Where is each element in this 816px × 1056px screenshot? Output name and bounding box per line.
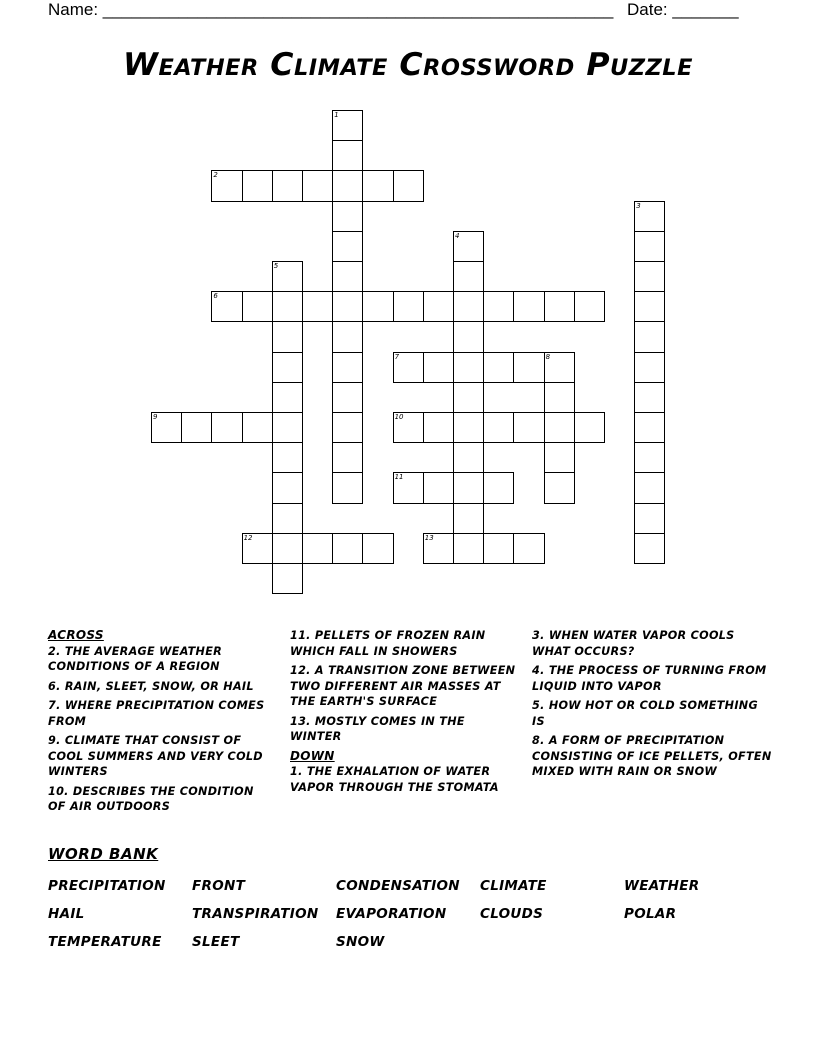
crossword-cell[interactable] bbox=[453, 352, 484, 383]
crossword-cell[interactable] bbox=[453, 291, 484, 322]
crossword-cell[interactable] bbox=[272, 412, 303, 443]
crossword-cell[interactable] bbox=[574, 412, 605, 443]
crossword-cell[interactable] bbox=[242, 533, 273, 564]
crossword-cell[interactable] bbox=[272, 503, 303, 534]
crossword-cell[interactable] bbox=[332, 352, 363, 383]
word-bank-word: WEATHER bbox=[624, 878, 700, 894]
crossword-cell[interactable] bbox=[332, 170, 363, 201]
clue-across-13: 13. MOSTLY COMES IN THE WINTER bbox=[290, 714, 465, 743]
crossword-cell[interactable] bbox=[483, 291, 514, 322]
crossword-cell[interactable] bbox=[453, 472, 484, 503]
crossword-cell[interactable] bbox=[362, 170, 393, 201]
clues-column-3 bbox=[532, 628, 772, 784]
crossword-cell[interactable] bbox=[423, 533, 454, 564]
crossword-cell[interactable] bbox=[574, 291, 605, 322]
crossword-cell[interactable] bbox=[393, 352, 424, 383]
crossword-cell[interactable] bbox=[544, 442, 575, 473]
crossword-cell[interactable] bbox=[634, 261, 665, 292]
crossword-cell[interactable] bbox=[242, 412, 273, 443]
word-bank-word: CLOUDS bbox=[480, 906, 544, 922]
crossword-cell[interactable] bbox=[393, 291, 424, 322]
clue-number: 10 bbox=[394, 413, 404, 421]
crossword-cell[interactable] bbox=[423, 291, 454, 322]
crossword-cell[interactable] bbox=[513, 412, 544, 443]
clue-number: 11 bbox=[394, 473, 404, 482]
page-title: Weather Climate Crossword Puzzle bbox=[123, 47, 693, 83]
name-field-label: Name: ______________________________________________________ bbox=[48, 0, 614, 19]
crossword-cell[interactable] bbox=[453, 382, 484, 413]
crossword-cell[interactable] bbox=[272, 533, 303, 564]
crossword-cell[interactable] bbox=[332, 291, 363, 322]
crossword-cell[interactable] bbox=[332, 472, 363, 503]
clue-across-12: 12. A TRANSITION ZONE BETWEEN TWO DIFFERENT AIR MASSES AT THE EARTH'S SURFACE bbox=[290, 664, 516, 708]
crossword-cell[interactable] bbox=[242, 291, 273, 322]
crossword-cell[interactable] bbox=[423, 352, 454, 383]
date-field-label: Date: _______ bbox=[627, 0, 739, 19]
crossword-cell[interactable] bbox=[211, 291, 242, 322]
crossword-cell[interactable] bbox=[634, 321, 665, 352]
crossword-cell[interactable] bbox=[302, 533, 333, 564]
clue-number: 3 bbox=[636, 201, 641, 210]
crossword-cell[interactable] bbox=[513, 291, 544, 322]
clue-across-11: 11. PELLETS OF FROZEN RAIN WHICH FALL IN SHOWERS bbox=[290, 629, 486, 658]
crossword-cell[interactable] bbox=[272, 472, 303, 503]
crossword-cell[interactable] bbox=[453, 261, 484, 292]
crossword-cell[interactable] bbox=[272, 170, 303, 201]
crossword-cell[interactable] bbox=[393, 412, 424, 443]
crossword-cell[interactable] bbox=[544, 412, 575, 443]
word-bank-word: EVAPORATION bbox=[336, 906, 447, 922]
crossword-cell[interactable] bbox=[332, 382, 363, 413]
crossword-cell[interactable] bbox=[332, 533, 363, 564]
clue-number: 13 bbox=[424, 533, 434, 542]
clues-column-2 bbox=[290, 628, 520, 799]
crossword-cell[interactable] bbox=[272, 352, 303, 383]
crossword-cell[interactable] bbox=[362, 291, 393, 322]
clue-down-3: 3. WHEN WATER VAPOR COOLS WHAT OCCURS? bbox=[532, 629, 735, 658]
clue-number: 1 bbox=[334, 111, 339, 119]
crossword-cell[interactable] bbox=[453, 503, 484, 534]
clue-number: 12 bbox=[243, 533, 253, 542]
crossword-cell[interactable] bbox=[634, 533, 665, 564]
crossword-cell[interactable] bbox=[634, 412, 665, 443]
crossword-cell[interactable] bbox=[332, 261, 363, 292]
crossword-cell[interactable] bbox=[544, 472, 575, 503]
clue-number: 2 bbox=[213, 171, 218, 180]
clue-down-5: 5. HOW HOT OR COLD SOMETHING IS bbox=[532, 699, 758, 728]
crossword-cell[interactable] bbox=[302, 170, 333, 201]
crossword-cell[interactable] bbox=[483, 533, 514, 564]
crossword-cell[interactable] bbox=[272, 291, 303, 322]
word-bank-word: SNOW bbox=[336, 934, 385, 950]
crossword-cell[interactable] bbox=[453, 533, 484, 564]
crossword-cell[interactable] bbox=[332, 231, 363, 262]
clue-number: 6 bbox=[213, 292, 218, 301]
crossword-cell[interactable] bbox=[453, 321, 484, 352]
crossword-cell[interactable] bbox=[634, 291, 665, 322]
clue-down-4: 4. THE PROCESS OF TURNING FROM LIQUID INTO VAPOR bbox=[532, 664, 767, 693]
crossword-cell[interactable] bbox=[634, 231, 665, 262]
crossword-cell[interactable] bbox=[181, 412, 212, 443]
crossword-cell[interactable] bbox=[483, 352, 514, 383]
crossword-cell[interactable] bbox=[393, 472, 424, 503]
crossword-cell[interactable] bbox=[453, 442, 484, 473]
crossword-cell[interactable] bbox=[423, 472, 454, 503]
crossword-cell[interactable] bbox=[483, 412, 514, 443]
clue-number: 5 bbox=[273, 262, 279, 270]
crossword-cell[interactable] bbox=[332, 442, 363, 473]
crossword-cell[interactable] bbox=[544, 382, 575, 413]
clue-number: 8 bbox=[545, 352, 551, 361]
clue-across-6: 6. RAIN, SLEET, SNOW, OR HAIL bbox=[48, 679, 254, 693]
crossword-cell[interactable] bbox=[453, 412, 484, 443]
clue-number: 7 bbox=[394, 352, 400, 361]
crossword-cell[interactable] bbox=[302, 291, 333, 322]
crossword-cell[interactable] bbox=[211, 412, 242, 443]
word-bank-word: CLIMATE bbox=[480, 878, 547, 894]
crossword-cell[interactable] bbox=[453, 231, 484, 262]
crossword-cell[interactable] bbox=[423, 412, 454, 443]
crossword-cell[interactable] bbox=[332, 412, 363, 443]
word-bank-word: CONDENSATION bbox=[336, 878, 460, 894]
clue-number: 9 bbox=[153, 413, 158, 421]
crossword-cell[interactable] bbox=[513, 533, 544, 564]
crossword-cell[interactable] bbox=[544, 352, 575, 383]
crossword-cell[interactable] bbox=[151, 412, 182, 443]
crossword-cell[interactable] bbox=[272, 321, 303, 352]
crossword-cell[interactable] bbox=[272, 382, 303, 413]
crossword-cell[interactable] bbox=[513, 352, 544, 383]
word-bank-word: TRANSPIRATION bbox=[192, 906, 319, 922]
clue-number: 4 bbox=[455, 231, 460, 240]
clue-across-10: 10. DESCRIBES THE CONDITION OF AIR OUTDOORS bbox=[48, 784, 254, 813]
down-heading: DOWN bbox=[290, 748, 335, 763]
crossword-cell[interactable] bbox=[332, 140, 363, 171]
clue-across-2: 2. THE AVERAGE WEATHER CONDITIONS OF A REGION bbox=[48, 644, 223, 673]
word-bank-word: POLAR bbox=[624, 906, 677, 922]
word-bank-word: FRONT bbox=[192, 878, 246, 894]
crossword-cell[interactable] bbox=[211, 170, 242, 201]
crossword-cell[interactable] bbox=[362, 533, 393, 564]
crossword-cell[interactable] bbox=[272, 261, 303, 292]
crossword-cell[interactable] bbox=[634, 382, 665, 413]
across-heading: ACROSS bbox=[48, 628, 104, 642]
crossword-cell[interactable] bbox=[272, 442, 303, 473]
crossword-cell[interactable] bbox=[483, 472, 514, 503]
crossword-cell[interactable] bbox=[332, 110, 363, 141]
clue-down-1: 1. THE EXHALATION OF WATER VAPOR THROUGH THE STOMATA bbox=[290, 765, 499, 794]
crossword-cell[interactable] bbox=[332, 201, 363, 232]
clue-across-7: 7. WHERE PRECIPITATION COMES FROM bbox=[48, 699, 265, 728]
crossword-cell[interactable] bbox=[634, 201, 665, 232]
crossword-cell[interactable] bbox=[634, 352, 665, 383]
crossword-cell[interactable] bbox=[634, 472, 665, 503]
word-bank-word: SLEET bbox=[192, 934, 240, 950]
word-bank-word: HAIL bbox=[48, 906, 85, 922]
word-bank-word: PRECIPITATION bbox=[48, 878, 166, 894]
crossword-cell[interactable] bbox=[272, 563, 303, 594]
crossword-cell[interactable] bbox=[634, 442, 665, 473]
clue-down-8: 8. A FORM OF PRECIPITATION CONSISTING OF ICE PELLETS, OFTEN MIXED WITH RAIN OR SNOW bbox=[532, 734, 772, 778]
crossword-cell[interactable] bbox=[544, 291, 575, 322]
crossword-cell[interactable] bbox=[332, 321, 363, 352]
crossword-cell[interactable] bbox=[634, 503, 665, 534]
word-bank-word: TEMPERATURE bbox=[48, 934, 162, 950]
crossword-cell[interactable] bbox=[242, 170, 273, 201]
clues-column-1 bbox=[48, 628, 273, 819]
crossword-cell[interactable] bbox=[393, 170, 424, 201]
clue-across-9: 9. CLIMATE THAT CONSIST OF COOL SUMMERS AND VERY COLD WINTERS bbox=[48, 734, 263, 778]
word-bank-title: WORD BANK bbox=[48, 845, 159, 863]
